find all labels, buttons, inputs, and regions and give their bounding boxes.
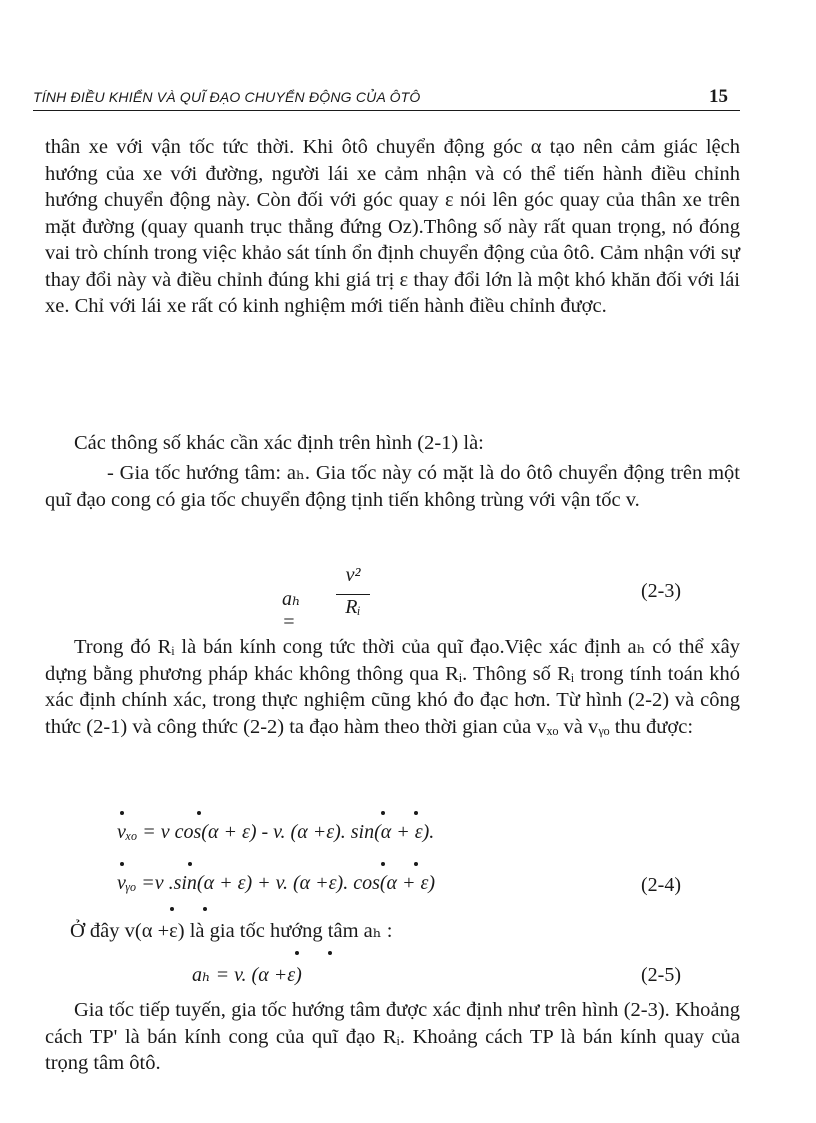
- equation-2-5: aₕ = v. (α +ε): [192, 964, 302, 986]
- fraction-denominator: Rᵢ: [345, 596, 361, 618]
- equation-number-2-3: (2-3): [641, 580, 681, 602]
- header-rule: [33, 110, 740, 111]
- paragraph-2: Các thông số khác cần xác định trên hình (2-1) là:: [74, 432, 484, 454]
- equation-number-2-4: (2-4): [641, 874, 681, 896]
- fraction-bar: [336, 594, 370, 595]
- inline-equation-text: Ở đây v(α +ε) là gia tốc hướng tâm aₕ :: [70, 920, 393, 942]
- equation-2-4a: vₓₒ = v cos(α + ε) - v. (α +ε). sin(α + ε).: [117, 821, 435, 843]
- paragraph-1: thân xe với vận tốc tức thời. Khi ôtô chuyển động góc α tạo nên cảm giác lệch hướng của xe với đường, người lái xe cảm nhận và có thể tiến hành điều chỉnh hướng chuyển động này. Còn đối với góc quay ε nói lên góc quay của thân xe trên mặt đường (quay quanh trục thẳng đứng Oz).Thông số này rất quan trọng, nó đóng vai trò chính trong việc khảo sát tính ổn định chuyển động của ôtô. Cảm nhận với sự thay đổi này và điều chỉnh đúng khi giá trị ε thay đổi lớn là một khó khăn đối với lái xe. Chỉ với lái xe rất có kinh nghiệm mới tiến hành điều chỉnh được.: [45, 136, 740, 317]
- running-header-title: TÍNH ĐIỀU KHIỂN VÀ QUĨ ĐẠO CHUYỂN ĐỘNG CỦA ÔTÔ: [33, 89, 421, 105]
- equation-2-4b: vᵧₒ =v .sin(α + ε) + v. (α +ε). cos(α + ε): [117, 872, 436, 894]
- equation-number-2-5: (2-5): [641, 964, 681, 986]
- page-number: 15: [709, 86, 728, 107]
- fraction-numerator: v²: [345, 564, 361, 586]
- paragraph-4: Trong đó Rᵢ là bán kính cong tức thời của quĩ đạo.Việc xác định aₕ có thể xây dựng bằng phương pháp khác không thông qua Rᵢ. Thông số Rᵢ trong tính toán khó xác định chính xác, trong thực nghiệm cũng khó đo đạc hơn. Từ hình (2-2) và công thức (2-1) và công thức (2-2) ta đạo hàm theo thời gian của vₓₒ và vᵧₒ thu được:: [45, 636, 740, 738]
- paragraph-5: Gia tốc tiếp tuyến, gia tốc hướng tâm được xác định như trên hình (2-3). Khoảng cách TP' là bán kính cong của quĩ đạo Rᵢ. Khoảng cách TP là bán kính quay của trọng tâm ôtô.: [45, 999, 740, 1074]
- equation-lhs: aₕ =: [282, 588, 301, 633]
- paragraph-3: - Gia tốc hướng tâm: aₕ. Gia tốc này có mặt là do ôtô chuyển động trên một quĩ đạo cong có gia tốc chuyển động tịnh tiến không trùng với vận tốc v.: [45, 462, 740, 511]
